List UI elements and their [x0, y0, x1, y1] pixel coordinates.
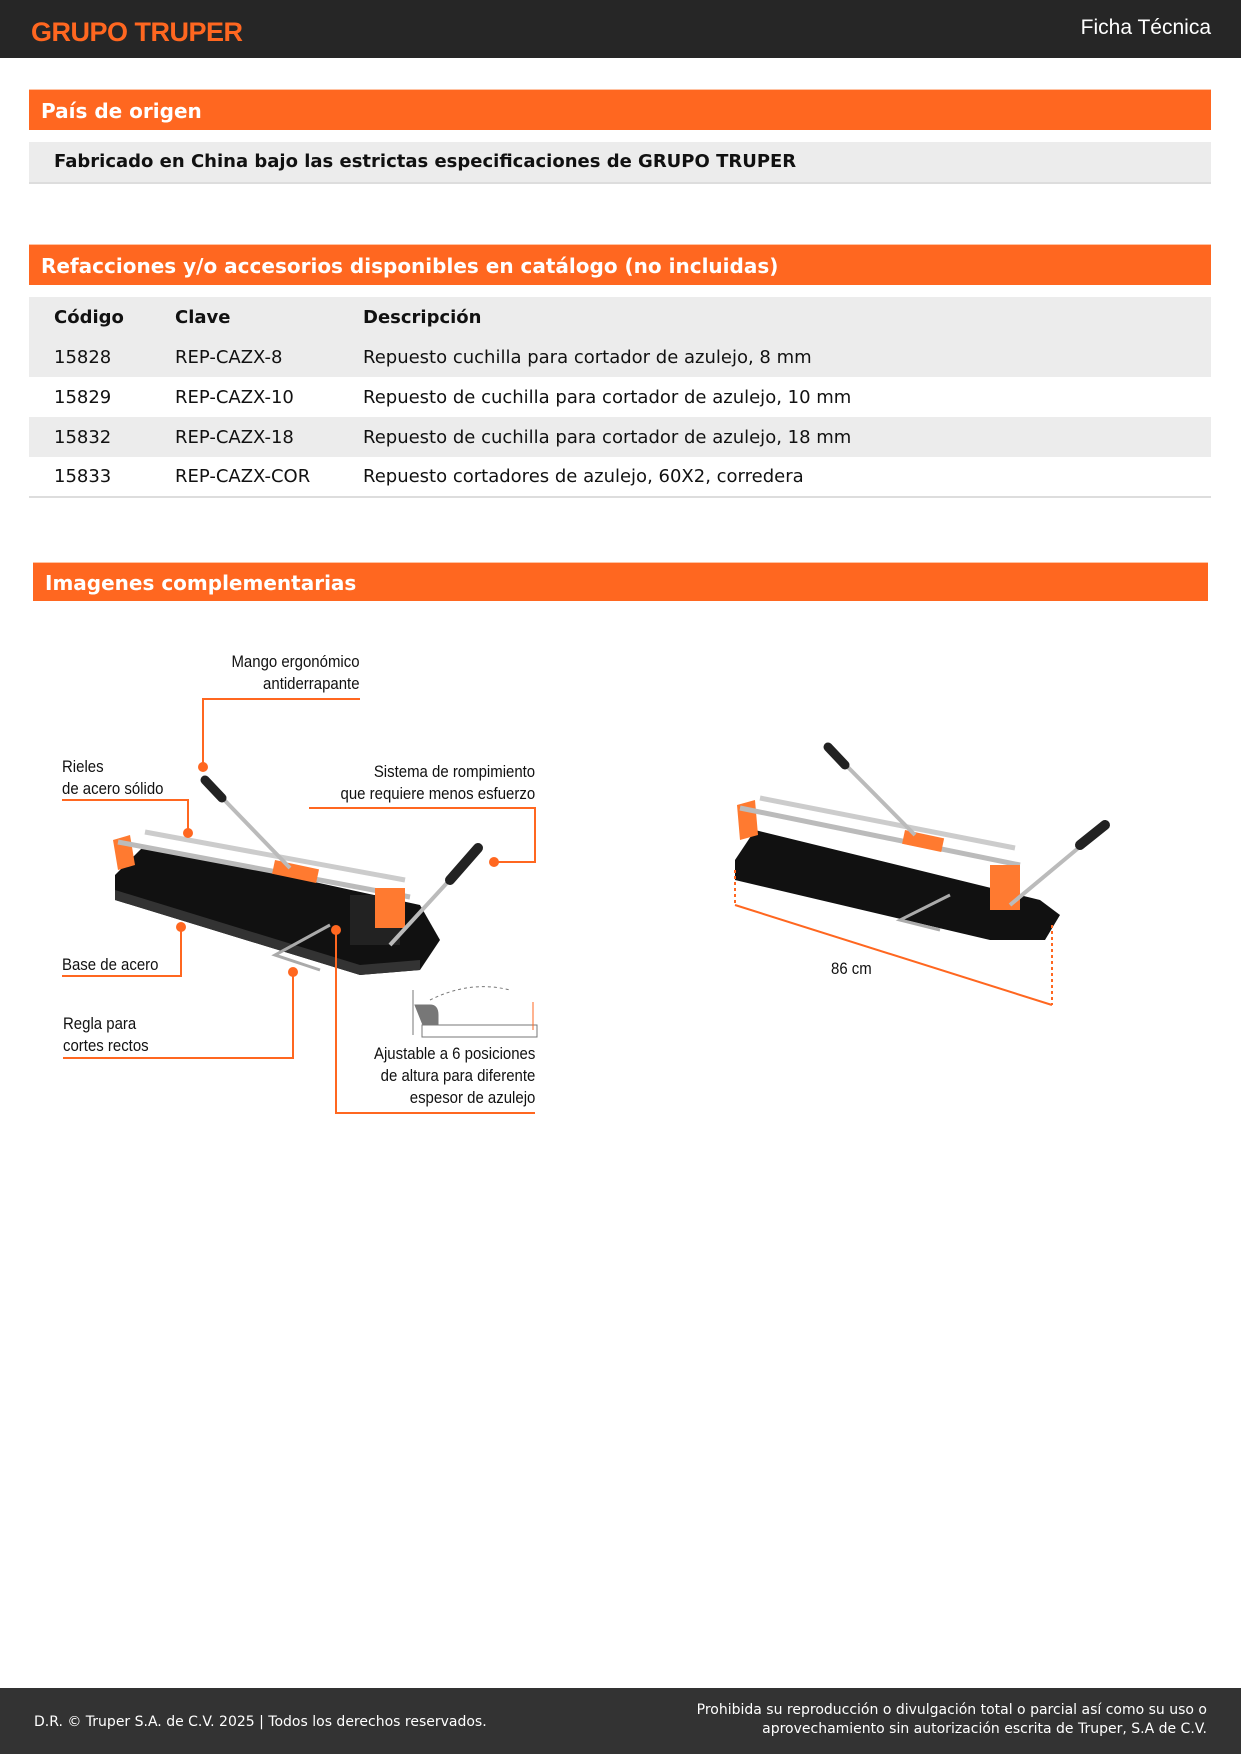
dimension-label: 86 cm	[831, 959, 872, 978]
cell-description: Repuesto cortadores de azulejo, 60X2, corredera	[338, 457, 1211, 497]
section-heading-origin: País de origen	[29, 89, 1211, 130]
tile-cutter-dimension-image	[735, 747, 1105, 940]
legal-notice: Prohibida su reproducción o divulgación total o parcial así como su uso o aprovechamiento sin autorización escrita de Truper, S.A de C.V.	[696, 1702, 1207, 1737]
brand-logo: GRUPO TRUPER	[31, 17, 243, 47]
cell-key: REP-CAZX-8	[175, 346, 283, 368]
callout-rieles: Rieles de acero sólido	[62, 757, 164, 798]
tile-cutter-annotated-image	[113, 780, 478, 975]
cell-code: 15832	[54, 426, 112, 448]
cell-description: Repuesto de cuchilla para cortador de azulejo, 18 mm	[363, 426, 852, 448]
callout-sistema: Sistema de rompimiento que requiere menos esfuerzo	[340, 762, 535, 803]
callout-ajustable: Ajustable a 6 posiciones de altura para diferente espesor de azulejo	[373, 1044, 535, 1107]
document-title: Ficha Técnica	[1080, 16, 1211, 39]
section-heading-images: Imagenes complementarias	[33, 562, 1208, 601]
copyright: D.R. © Truper S.A. de C.V. 2025 | Todos los derechos reservados.	[34, 1714, 487, 1730]
cell-key: REP-CAZX-COR	[150, 457, 338, 497]
cell-code: 15833	[29, 457, 150, 497]
cell-key: REP-CAZX-10	[175, 386, 294, 408]
cell-description: Repuesto cuchilla para cortador de azulejo, 8 mm	[363, 346, 812, 368]
cell-description: Repuesto de cuchilla para cortador de azulejo, 10 mm	[363, 386, 852, 408]
callout-regla: Regla para cortes rectos	[63, 1014, 149, 1055]
section-heading-parts: Refacciones y/o accesorios disponibles en catálogo (no incluidas)	[29, 244, 1211, 285]
column-header: Clave	[175, 306, 231, 328]
footer	[0, 1688, 1241, 1754]
column-header: Código	[54, 306, 124, 328]
cell-code: 15829	[54, 386, 112, 408]
height-adjust-diagram	[413, 987, 537, 1037]
callout-base: Base de acero	[62, 955, 159, 974]
callout-mango: Mango ergonómico antiderrapante	[231, 652, 360, 693]
origin-text: Fabricado en China bajo las estrictas especificaciones de GRUPO TRUPER	[29, 142, 1211, 184]
cell-key: REP-CAZX-18	[175, 426, 294, 448]
cell-code: 15828	[54, 346, 112, 368]
column-header: Descripción	[363, 306, 482, 328]
